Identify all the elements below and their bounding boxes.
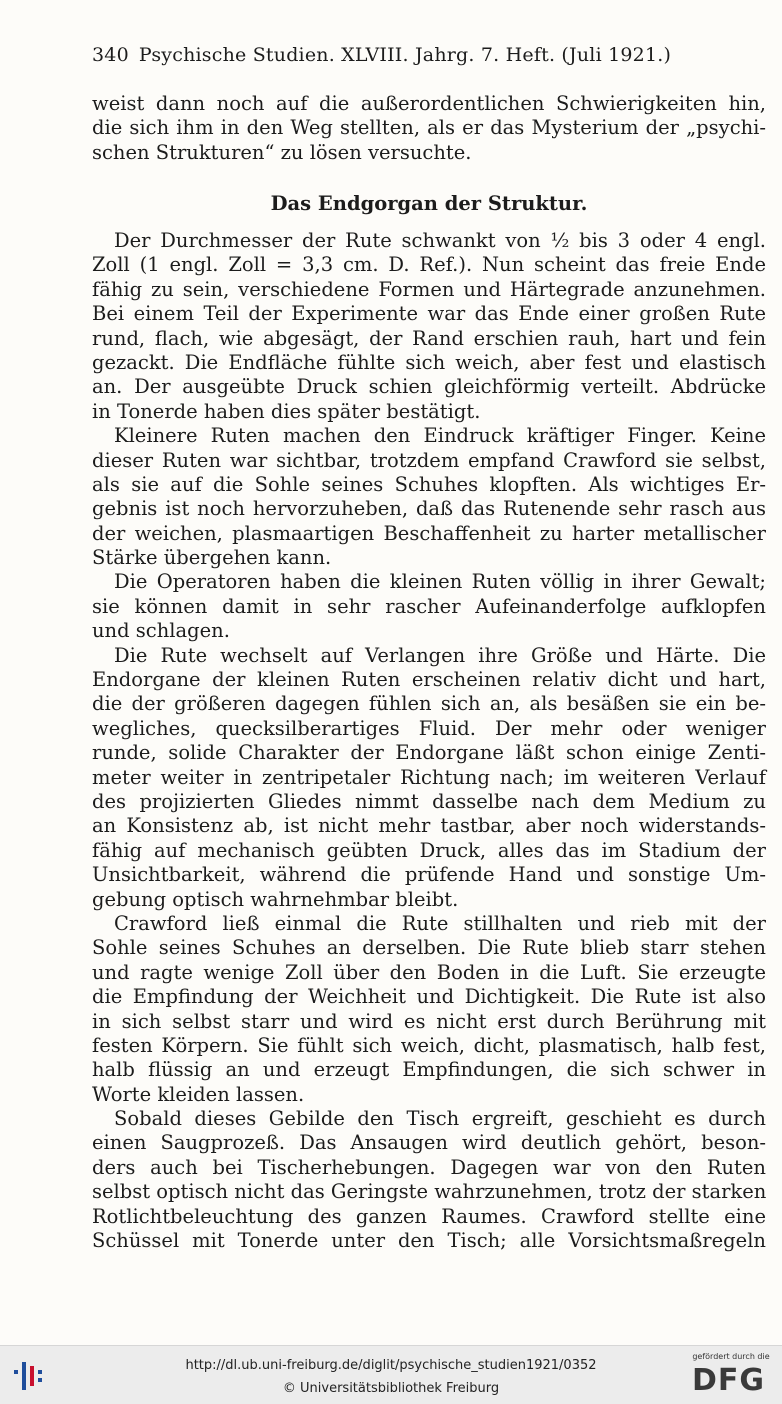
text-line: die Empfindung der Weichheit und Dichtigkeit. Die Rute ist also [92,985,766,1009]
page-number: 340 [92,44,129,66]
text-line: Worte kleiden lassen. [92,1082,305,1106]
text-line: schen Strukturen“ zu lösen versuchte. [92,140,472,164]
text-line: als sie auf die Sohle seines Schuhes klopften. Als wichtiges Er- [92,472,766,496]
dfg-sponsor [690,1352,772,1400]
text-line: in Tonerde haben dies später bestätigt. [92,399,481,423]
copyright-notice: © Universitätsbibliothek Freiburg [282,1381,500,1396]
text-line: Die Operatoren haben die kleinen Ruten völlig in ihrer Gewalt; [114,570,766,594]
text-line: und ragte wenige Zoll über den Boden in die Luft. Sie erzeugte [92,960,766,984]
text-line: Der Durchmesser der Rute schwankt von ½ bis 3 oder 4 engl. [114,229,766,252]
text-line: einen Saugprozeß. Das Ansaugen wird deutlich gehört, beson- [92,1131,766,1155]
text-line: dieser Ruten war sichtbar, trotzdem empfand Crawford sie selbst, [92,448,766,472]
text-line: ders auch bei Tischerhebungen. Dagegen war von den Ruten [92,1155,766,1179]
text-line: Rotlichtbeleuchtung des ganzen Raumes. Crawford stellte eine [92,1204,766,1228]
text-line: Bei einem Teil der Experimente war das Ende einer großen Rute [92,302,766,326]
sponsor-line: gefördert durch die [692,1352,770,1361]
text-line: der weichen, plasmaartigen Beschaffenheit zu harter metallischer [92,521,766,545]
text-line: Kleinere Ruten machen den Eindruck kräftiger Finger. Keine [114,424,766,448]
text-line: halb flüssig an und erzeugt Empfindungen, die sich schwer in [92,1058,766,1082]
text-line: Stärke übergehen kann. [92,546,332,570]
text-line: meter weiter in zentripetaler Richtung nach; im weiteren Verlauf [92,765,766,789]
text-line: gebnis ist noch hervorzuheben, daß das Rutenende sehr rasch aus [92,497,766,521]
running-title: Psychische Studien. XLVIII. Jahrg. 7. Heft. (Juli 1921.) [138,44,672,66]
viewer-footer [0,1345,782,1404]
text-line: an Konsistenz ab, ist nicht mehr tastbar, aber noch widerstands- [92,814,766,838]
text-line: Schüssel mit Tonerde unter den Tisch; alle Vorsichtsmaßregeln [92,1229,766,1253]
text-line: rund, flach, wie abgesägt, der Rand erschien rauh, hart und fein [92,326,766,350]
section-heading: Das Endgorgan der Struktur. [270,192,588,215]
text-line: selbst optisch nicht das Geringste wahrzunehmen, trotz der starken [92,1180,767,1204]
text-line: Sohle seines Schuhes an derselben. Die Rute blieb starr stehen [92,936,766,960]
text-line: an. Der ausgeübte Druck schien gleichförmig verteilt. Abdrücke [92,375,766,399]
text-line: die der größeren dagegen fühlen sich an, als besäßen sie ein be- [92,692,766,716]
text-line: die sich ihm in den Weg stellten, als er das Mysterium der „psychi- [92,116,766,140]
text-line: gebung optisch wahrnehmbar bleibt. [92,887,459,911]
running-head [92,44,732,66]
text-line: sie können damit in sehr rascher Aufeinanderfolge aufklopfen [92,594,766,618]
text-line: festen Körpern. Sie fühlt sich weich, dicht, plasmatisch, halb fest, [92,1033,766,1057]
text-line: runde, solide Charakter der Endorgane läßt schon einige Zenti- [92,741,766,765]
text-line: Die Rute wechselt auf Verlangen ihre Größe und Härte. Die [114,643,766,667]
text-line: Endorgane der kleinen Ruten erscheinen relativ dicht und hart, [92,668,766,692]
text-line: und schlagen. [92,619,230,643]
dfg-logo: DFG [692,1363,766,1398]
text-line: Unsichtbarkeit, während die prüfende Hand und sonstige Um- [92,863,766,887]
text-line: fähig auf mechanisch geübten Druck, alles das im Stadium der [92,838,766,862]
text-line: des projizierten Gliedes nimmt dasselbe nach dem Medium zu [92,789,766,813]
text-line: fähig zu sein, verschiedene Formen und Härtegrade anzunehmen. [92,277,766,301]
text-line: Crawford ließ einmal die Rute stillhalten und rieb mit der [114,911,766,935]
intro-paragraph [92,92,766,165]
body-text [92,229,766,1253]
text-line: Zoll (1 engl. Zoll = 3,3 cm. D. Ref.). Nun scheint das freie Ende [92,253,766,277]
text-line: wegliches, quecksilberartiges Fluid. Der mehr oder weniger [92,716,766,740]
permalink-url[interactable]: http://dl.ub.uni-freiburg.de/diglit/psychische_studien1921/0352 [185,1358,597,1373]
text-line: gezackt. Die Endfläche fühlte sich weich, aber fest und elastisch [92,350,766,374]
text-line: in sich selbst starr und wird es nicht erst durch Berührung mit [92,1009,766,1033]
text-line: Sobald dieses Gebilde den Tisch ergreift, geschieht es durch [114,1107,766,1131]
text-line: weist dann noch auf die außerordentlichen Schwierigkeiten hin, [92,92,766,115]
